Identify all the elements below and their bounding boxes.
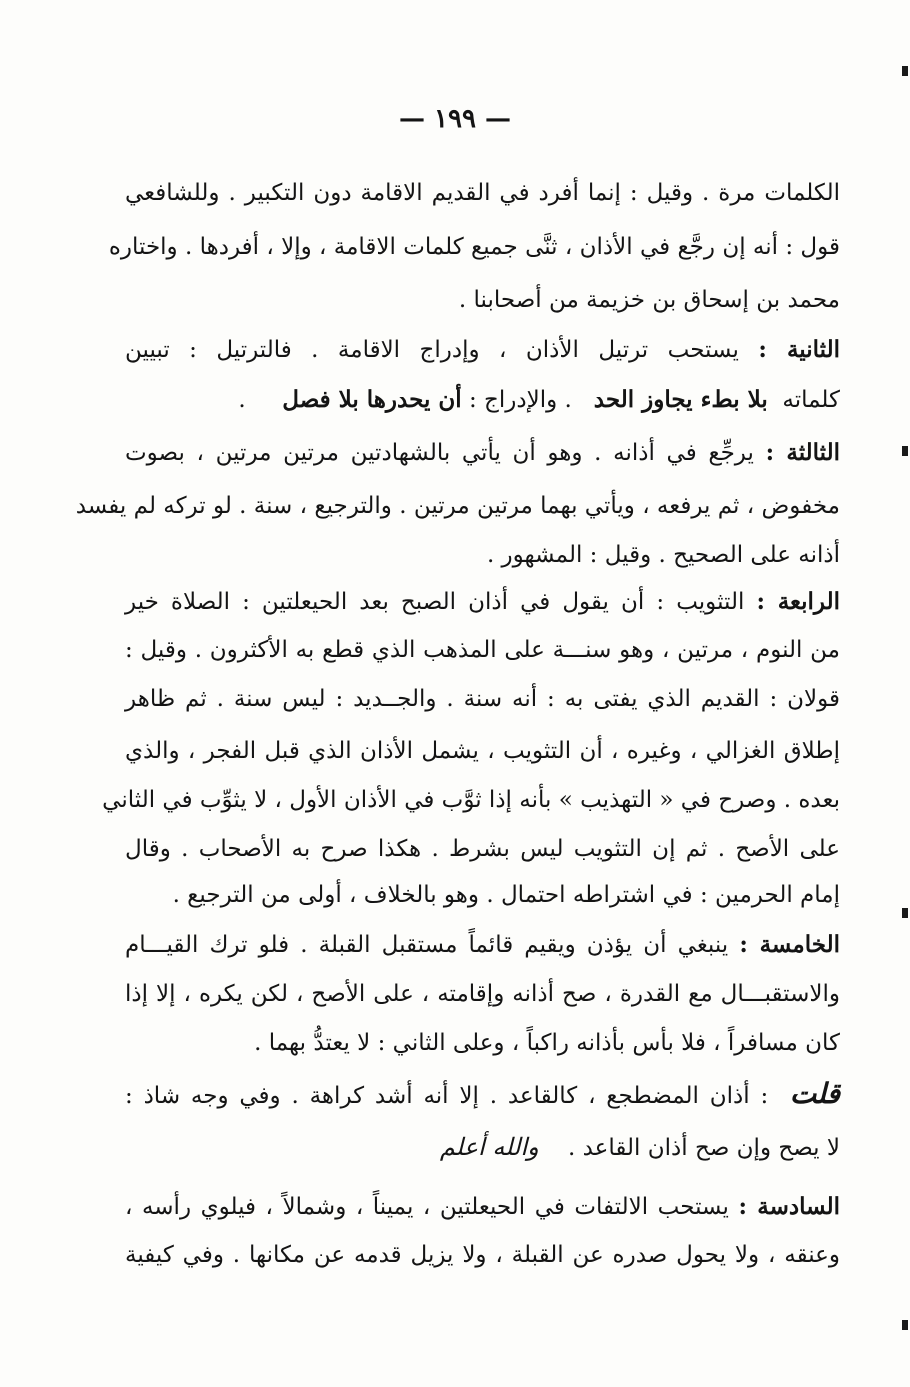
text-line: وعنقه ، ولا يحول صدره عن القبلة ، ولا يزيل قدمه عن مكانها . وفي كيفية	[125, 1242, 840, 1268]
paragraph-heading: الخامسة :	[739, 931, 841, 958]
paragraph-third	[125, 436, 840, 470]
text-span: .	[238, 387, 246, 413]
page-number: — ١٩٩ —	[398, 104, 512, 134]
text-span: : أذان المضطجع ، كالقاعد . إلا أنه أشد كراهة . وفي وجه شاذ :	[125, 1083, 769, 1109]
text-span: يستحب الالتفات في الحيعلتين ، يميناً ، وشمالاً ، فيلوي رأسه ،	[125, 1194, 729, 1220]
text-line	[125, 383, 840, 417]
text-line: على الأصح . ثم إن التثويب ليس بشرط . هكذا صرح به الأصحاب . وقال	[125, 836, 840, 862]
text-line: كان مسافراً ، فلا بأس بأذانه راكباً ، وعلى الثاني : لا يعتدُّ بهما .	[254, 1030, 840, 1056]
paragraph-second	[125, 333, 840, 367]
paragraph-heading: الثالثة :	[765, 439, 841, 466]
text-line: محمد بن إسحاق بن خزيمة من أصحابنا .	[458, 287, 840, 313]
text-line: مخفوض ، ثم يرفعه ، ويأتي بهما مرتين مرتين . والترجيع ، سنة . لو تركه لم يفسد	[75, 493, 840, 519]
margin-mark	[902, 908, 908, 918]
text-line: إمام الحرمين : في اشتراطه احتمال . وهو بالخلاف ، أولى من الترجيع .	[172, 882, 840, 908]
text-span: يرجِّع في أذانه . وهو أن يأتي بالشهادتين مرتين مرتين ، بصوت	[125, 440, 754, 466]
paragraph-heading: قلت	[789, 1077, 840, 1110]
text-line: قول : أنه إن رجَّع في الأذان ، ثنَّى جميع كلمات الاقامة ، وإلا ، أفردها . واختاره	[108, 234, 840, 260]
text-line: إطلاق الغزالي ، وغيره ، أن التثويب ، يشمل الأذان الذي قبل الفجر ، والذي	[125, 738, 840, 764]
text-line: قولان : القديم الذي يفتى به : أنه سنة . والجــديد : ليس سنة . ثم ظاهر	[125, 686, 840, 712]
paragraph-heading: السادسة :	[738, 1193, 841, 1220]
text-span: يستحب ترتيل الأذان ، وإدراج الاقامة . فالترتيل : تبيين	[125, 337, 739, 363]
margin-mark	[902, 66, 908, 76]
paragraph-heading: الرابعة :	[756, 588, 841, 615]
paragraph-fourth	[125, 585, 840, 619]
margin-mark	[902, 446, 908, 456]
text-span: . والإدراج :	[468, 387, 572, 413]
text-span: التثويب : أن يقول في أذان الصبح بعد الحيعلتين : الصلاة خير	[125, 589, 745, 615]
text-span: لا يصح وإن صح أذان القاعد .	[567, 1135, 840, 1161]
bold-phrase: أن يحدرها بلا فصل	[282, 386, 462, 413]
paragraph-qult	[125, 1077, 840, 1113]
paragraph-fifth	[125, 928, 840, 962]
text-span: ينبغي أن يؤذن ويقيم قائماً مستقبل القبلة . فلو ترك القيـــام	[125, 932, 729, 958]
closing-phrase: والله أعلم	[439, 1133, 539, 1161]
paragraph-sixth	[125, 1190, 840, 1224]
paragraph-heading: الثانية :	[758, 336, 840, 363]
text-line: بعده . وصرح في « التهذيب » بأنه إذا ثوَّب في الأذان الأول ، لا يثوِّب في الثاني	[102, 787, 840, 813]
text-line	[125, 1130, 840, 1165]
bold-phrase: بلا بطء يجاوز الحد	[593, 386, 768, 413]
text-line: من النوم ، مرتين ، وهو سنـــة على المذهب الذي قطع به الأكثرون . وقيل :	[125, 637, 840, 663]
text-line: الكلمات مرة . وقيل : إنما أفرد في القديم الاقامة دون التكبير . وللشافعي	[125, 180, 840, 206]
text-line: أذانه على الصحيح . وقيل : المشهور .	[486, 542, 840, 568]
text-span: كلماته	[782, 387, 840, 413]
margin-mark	[902, 1320, 908, 1330]
text-line: والاستقبـــال مع القدرة ، صح أذانه وإقامته ، على الأصح ، لكن يكره ، إلا إذا	[125, 981, 840, 1007]
